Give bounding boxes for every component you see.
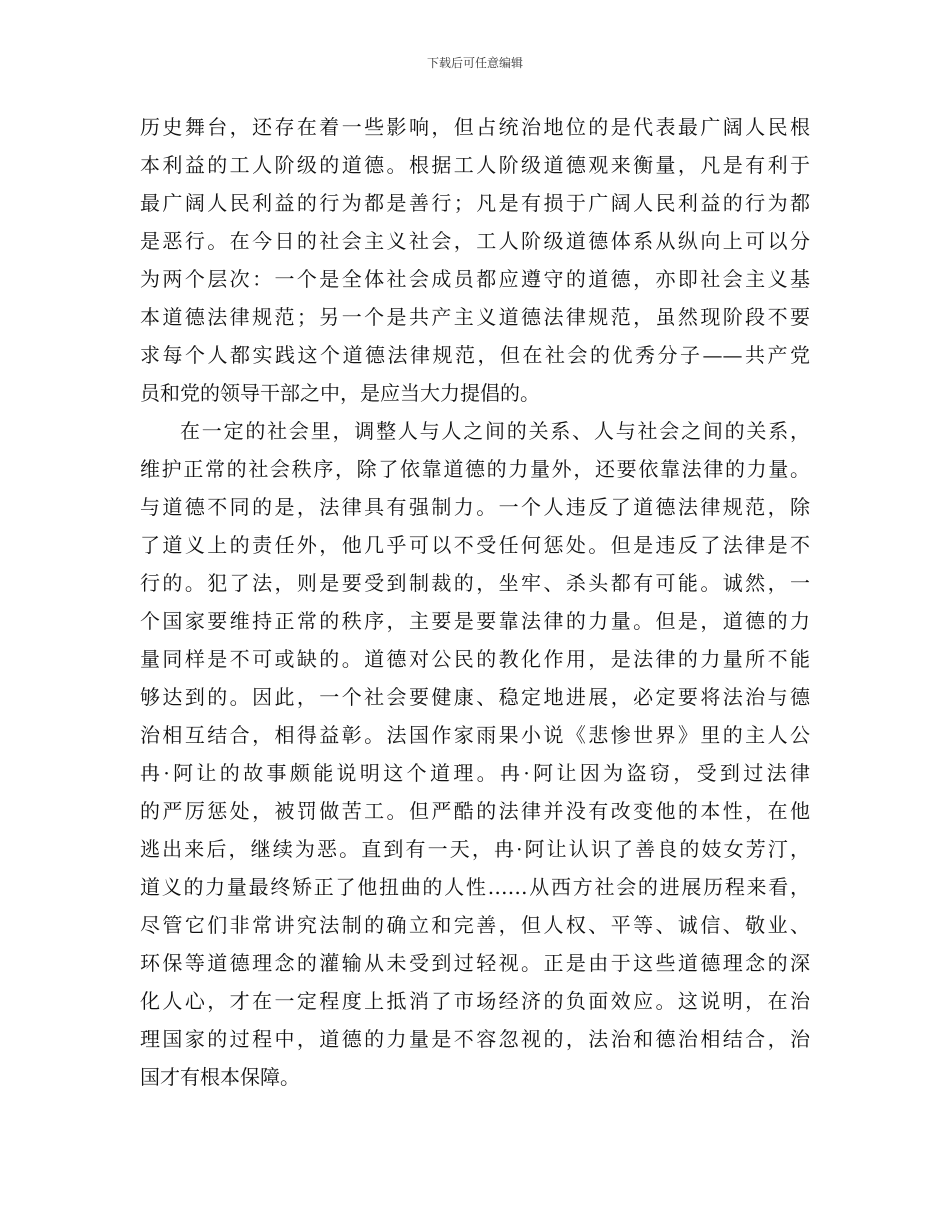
- text-line: 个国家要维持正常的秩序，主要是要靠法律的力量。但是，道德的力: [140, 609, 810, 633]
- text-line: 道义的力量最终矫正了他扭曲的人性……从西方社会的进展历程来看，: [140, 875, 810, 899]
- text-line: 逃出来后，继续为恶。直到有一天，冉·阿让认识了善良的妓女芳汀，: [140, 837, 810, 861]
- text-line: 理国家的过程中，道德的力量是不容忽视的，法治和德治相结合，治: [140, 1027, 810, 1051]
- text-line: 冉·阿让的故事颇能说明这个道理。冉·阿让因为盗窃，受到过法律: [140, 761, 810, 785]
- text-line: 环保等道德理念的灌输从未受到过轻视。正是由于这些道德理念的深: [140, 951, 810, 975]
- text-line: 为两个层次：一个是全体社会成员都应遵守的道德，亦即社会主义基: [140, 267, 810, 291]
- text-line: 尽管它们非常讲究法制的确立和完善，但人权、平等、诚信、敬业、: [140, 913, 810, 937]
- text-line: 化人心，才在一定程度上抵消了市场经济的负面效应。这说明，在治: [140, 989, 810, 1013]
- text-line: 本利益的工人阶级的道德。根据工人阶级道德观来衡量，凡是有利于: [140, 153, 810, 177]
- text-line: 行的。犯了法，则是要受到制裁的，坐牢、杀头都有可能。诚然，一: [140, 571, 810, 595]
- text-line: 历史舞台，还存在着一些影响，但占统治地位的是代表最广阔人民根: [140, 115, 810, 139]
- text-line: 量同样是不可或缺的。道德对公民的教化作用，是法律的力量所不能: [140, 647, 810, 671]
- text-line: 最广阔人民利益的行为都是善行；凡是有损于广阔人民利益的行为都: [140, 191, 810, 215]
- text-line: 是恶行。在今日的社会主义社会，工人阶级道德体系从纵向上可以分: [140, 229, 810, 253]
- text-line: 员和党的领导干部之中，是应当大力提倡的。: [140, 381, 540, 405]
- document-body: [140, 108, 810, 1096]
- text-line: 治相互结合，相得益彰。法国作家雨果小说《悲惨世界》里的主人公: [140, 723, 810, 747]
- text-line: 本道德法律规范；另一个是共产主义道德法律规范，虽然现阶段不要: [140, 305, 810, 329]
- text-line: 的严厉惩处，被罚做苦工。但严酷的法律并没有改变他的本性，在他: [140, 799, 810, 823]
- text-line: 了道义上的责任外，他几乎可以不受任何惩处。但是违反了法律是不: [140, 533, 810, 557]
- text-line: 国才有根本保障。: [140, 1065, 300, 1089]
- page-header: 下载后可任意编辑: [426, 56, 523, 70]
- text-line: 求每个人都实践这个道德法律规范，但在社会的优秀分子——共产党: [140, 343, 810, 367]
- text-line: 够达到的。因此，一个社会要健康、稳定地进展，必定要将法治与德: [140, 685, 810, 709]
- text-line: 维护正常的社会秩序，除了依靠道德的力量外，还要依靠法律的力量。: [140, 457, 810, 481]
- text-line: 在一定的社会里，调整人与人之间的关系、人与社会之间的关系，: [180, 419, 810, 443]
- text-line: 与道德不同的是，法律具有强制力。一个人违反了道德法律规范，除: [140, 495, 810, 519]
